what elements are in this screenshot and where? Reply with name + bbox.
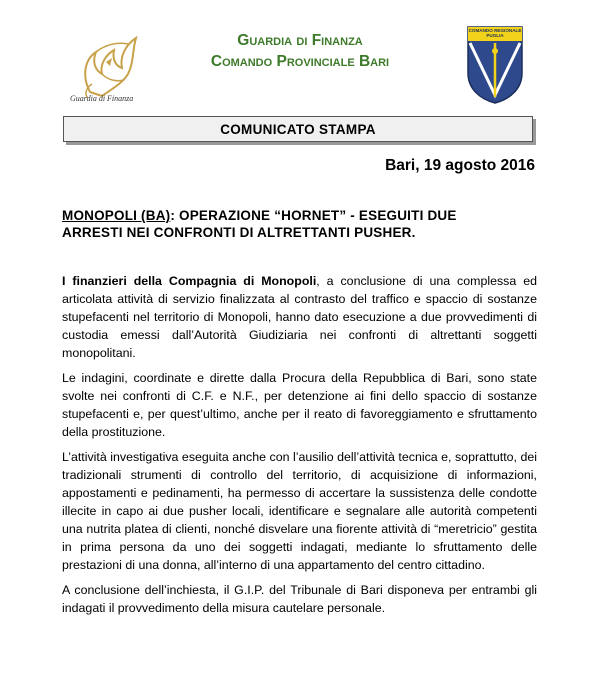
paragraph-1-lead: I finanzieri della Compagnia di Monopoli (62, 274, 317, 288)
press-release-banner (63, 116, 533, 142)
headline-title-line2: ARRESTI NEI CONFRONTI DI ALTRETTANTI PUSHER. (62, 225, 416, 240)
headline-place: MONOPOLI (BA) (62, 208, 171, 223)
banner-label: COMUNICATO STAMPA (220, 121, 376, 137)
logo-caption: Guardia di Finanza (70, 94, 134, 103)
crest-text (468, 28, 522, 38)
release-date: Bari, 19 agosto 2016 (385, 157, 535, 174)
paragraph-2: Le indagini, coordinate e dirette dalla Procura della Repubblica di Bari, sono state svolte nei confronti di C.F. e N.F., per detenzione ai fini dello spaccio di sostanze stupefacenti e, per quest’ultimo, anche per il reato di favoreggiamento e sfruttamento della prostituzione. (62, 371, 537, 439)
org-command: Comando Provinciale Bari (210, 53, 390, 70)
crest-text-line1: COMANDO REGIONALE (468, 28, 522, 33)
headline (62, 207, 537, 241)
paragraph-4: A conclusione dell’inchiesta, il G.I.P. del Tribunale di Bari disponeva per entrambi gli indagati il provvedimento della misura cautelare personale. (62, 583, 537, 615)
org-name: Guardia di Finanza (237, 32, 363, 49)
headline-colon: : (170, 208, 176, 223)
paragraph-1 (62, 272, 537, 362)
article-body (62, 272, 537, 624)
organization-header (150, 30, 450, 72)
guardia-di-finanza-logo (62, 22, 152, 110)
paragraph-3: L’attività investigativa eseguita anche con l’ausilio dell’attività tecnica e, soprattutto, dei tradizionali strumenti di controllo del territorio, di acquisizione di informazioni, appostamenti e pedinamenti, ha permesso di accertare la sussistenza delle condotte illecite in capo ai due pusher locali, identificare e segnalare alle autorità competenti una nutrita platea di clienti, nonché disvelare una fiorente attività di “meretricio” gestita in prima persona da uno dei soggetti indagati, mediante lo sfruttamento delle prestazioni di una donna, all’interno di una appartamento del centro cittadino. (62, 450, 537, 572)
paragraph-1-text: , a conclusione di una complessa ed articolata attività di servizio finalizzata al contrasto del traffico e spaccio di sostanze stupefacenti nel territorio di Monopoli, hanno dato esecuzione a due provvedimenti di custodia emessi dall’Autorità Giudiziaria nei confronti di altrettanti soggetti monopolitani. (62, 274, 537, 360)
headline-title-line1: OPERAZIONE “HORNET” - ESEGUITI DUE (175, 208, 457, 223)
crest-text-line2: PUGLIA (486, 33, 504, 38)
regional-command-crest (466, 25, 524, 105)
